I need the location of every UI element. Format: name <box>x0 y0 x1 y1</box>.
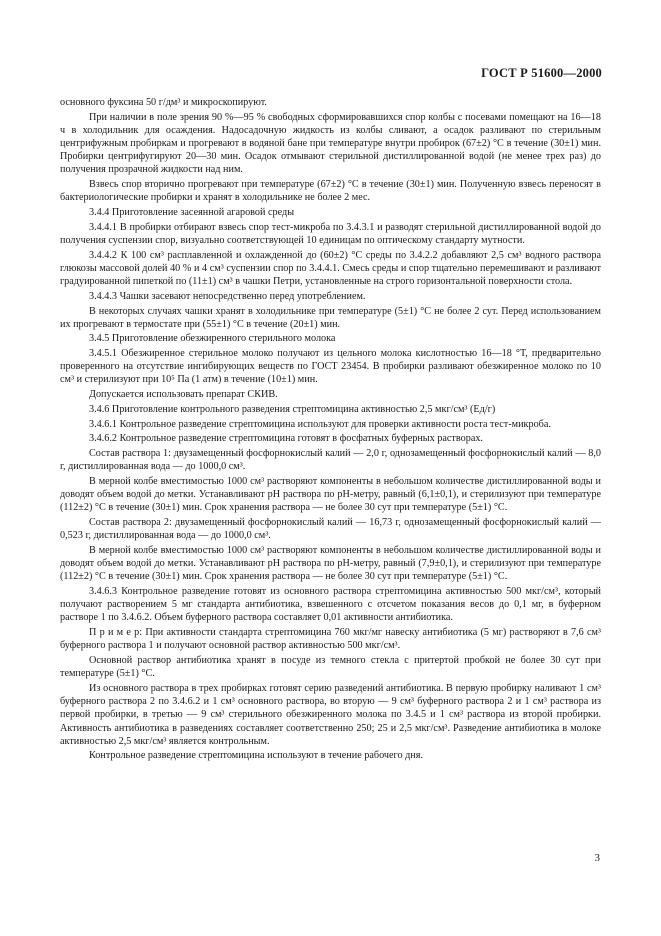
paragraph: 3.4.5.1 Обезжиренное стерильное молоко получают из цельного молока кислотностью 16—18 °Т, предварительно проверенного на отсутствие ингибирующих веществ по ГОСТ 23454. В пробирки разливают обезжиренное молоко по 10 см³ и стерилизуют при 10⁵ Па (1 атм) в течение (10±1) мин. <box>60 348 601 386</box>
paragraph: В мерной колбе вместимостью 1000 см³ растворяют компоненты в небольшом количестве дистиллированной воды и доводят объем водой до метки. Устанавливают pH раствора по pH-метру, равный (6,1±0,1), и стерилизуют при температуре (112±2) °С в течение (30±1) мин. Срок хранения раствора — не более 30 сут при температуре (5±1) °С. <box>60 476 601 514</box>
section-heading: 3.4.5 Приготовление обезжиренного стерильного молока <box>89 333 336 345</box>
paragraph: При наличии в поле зрения 90 %—95 % свободных сформировавшихся спор колбы с посевами помещают на 16—18 ч в холодильник для осаждения. Надосадочную жидкость из колбы сливают, а осадок разливают по стерильным центрифужным пробиркам и прогревают в водяной бане при температуре внутри пробирок (67±2) °С в течение (30±1) мин. Пробирки центрифугируют 20—30 мин. Осадок отмывают стерильной дистиллированной водой (не менее трех раз) до получения прозрачной жидкости над ним. <box>60 111 601 176</box>
section-heading: 3.4.6 Приготовление контрольного разведения стрептомицина активностью 2,5 мкг/см³ (Ед/г) <box>89 403 496 415</box>
paragraph: 3.4.6.3 Контрольное разведение готовят из основного раствора стрептомицина активностью 500 мкг/см³, который получают растворением 5 мг стандарта антибиотика, взвешенного с отсчетом показания весов до 0,1 мг, в буферном растворе 1 по 3.4.6.2. Объем буферного раствора составляет 0,01 активности антибиотика. <box>60 586 601 624</box>
paragraph: В мерной колбе вместимостью 1000 см³ растворяют компоненты в небольшом количестве дистиллированной воды и доводят объем водой до метки. Устанавливают pH раствора по pH-метру, равный (7,9±0,1), и стерилизуют при температуре (112±2) °С в течение (30±1) мин. Срок хранения раствора — не более 30 сут при температуре (5±1) °С. <box>60 545 601 583</box>
paragraph: Состав раствора 1: двузамещенный фосфорнокислый калий — 2,0 г, однозамещенный фосфорнокислый калий — 8,0 г, дистиллированная вода — до 1000,0 см³. <box>60 448 601 473</box>
paragraph: 3.4.4.3 Чашки засевают непосредственно перед употреблением. <box>89 290 366 302</box>
page-number: 3 <box>594 852 600 864</box>
paragraph: Взвесь спор вторично прогревают при температуре (67±2) °С в течение (30±1) мин. Полученную взвесь переносят в бактериологические пробирки и хранят в холодильнике не более 2 мес. <box>60 179 601 204</box>
paragraph: 3.4.6.2 Контрольное разведение стрептомицина готовят в фосфатных буферных растворах. <box>89 433 483 445</box>
paragraph: 3.4.4.2 К 100 см³ расплавленной и охлажденной до (60±2) °С среды по 3.4.2.2 добавляют 2,5 см³ водного раствора глюкозы массовой долей 40 % и 4 см³ суспензии спор по 3.4.4.1. Смесь среды и спор тщательно перемешивают и разливают градуированной пипеткой по (11±1) см³ в чашки Петри, установленные на строго горизонтальной поверхности стола. <box>60 249 601 287</box>
paragraph: Допускается использовать препарат СКИВ. <box>89 389 278 401</box>
paragraph: 3.4.4.1 В пробирки отбирают взвесь спор тест-микроба по 3.4.3.1 и разводят стерильной дистиллированной водой до получения суспензии спор, визуально соответствующей 10 единицам по оптическому стандарту мутности. <box>60 221 601 246</box>
paragraph: Состав раствора 2: двузамещенный фосфорнокислый калий — 16,73 г, однозамещенный фосфорнокислый калий — 0,523 г, дистиллированная вода — до 1000,0 см³. <box>60 517 601 542</box>
paragraph: В некоторых случаях чашки хранят в холодильнике при температуре (5±1) °С не более 2 сут. Перед использованием их прогревают в термостате при (55±1) °С в течение (20±1) мин. <box>60 305 601 330</box>
example-note: П р и м е р: При активности стандарта стрептомицина 760 мкг/мг навеску антибиотика (5 мг) растворяют в 7,6 см³ буферного раствора 1 и получают основной раствор активностью 500 мкг/см³. <box>60 627 601 652</box>
paragraph: 3.4.6.1 Контрольное разведение стрептомицина используют для проверки активности роста тест-микроба. <box>89 418 551 430</box>
paragraph: Контрольное разведение стрептомицина используют в течение рабочего дня. <box>89 750 423 762</box>
section-heading: 3.4.4 Приготовление засеянной агаровой среды <box>89 207 295 219</box>
paragraph-continuation: основного фуксина 50 г/дм³ и микроскопируют. <box>60 97 267 108</box>
paragraph: Основной раствор антибиотика хранят в посуде из темного стекла с притертой пробкой не более 30 сут при температуре (5±1) °С. <box>60 655 601 680</box>
document-body <box>60 96 601 764</box>
standard-header: ГОСТ Р 51600—2000 <box>481 66 602 80</box>
paragraph: Из основного раствора в трех пробирках готовят серию разведений антибиотика. В первую пробирку наливают 1 см³ буферного раствора 2 по 3.4.6.2 и 1 см³ основного раствора, во вторую — 9 см³ буферного раствора 2 и 1 см³ раствора из первой пробирки, в третью — 9 см³ стерильного обезжиренного молока по 3.4.5 и 1 см³ раствора из второй пробирки. Активность антибиотика в разведениях составляет соответственно 250; 25 и 2,5 мкг/см³. Разведение антибиотика в молоке активностью 2,5 мкг/см³ является контрольным. <box>60 683 601 747</box>
